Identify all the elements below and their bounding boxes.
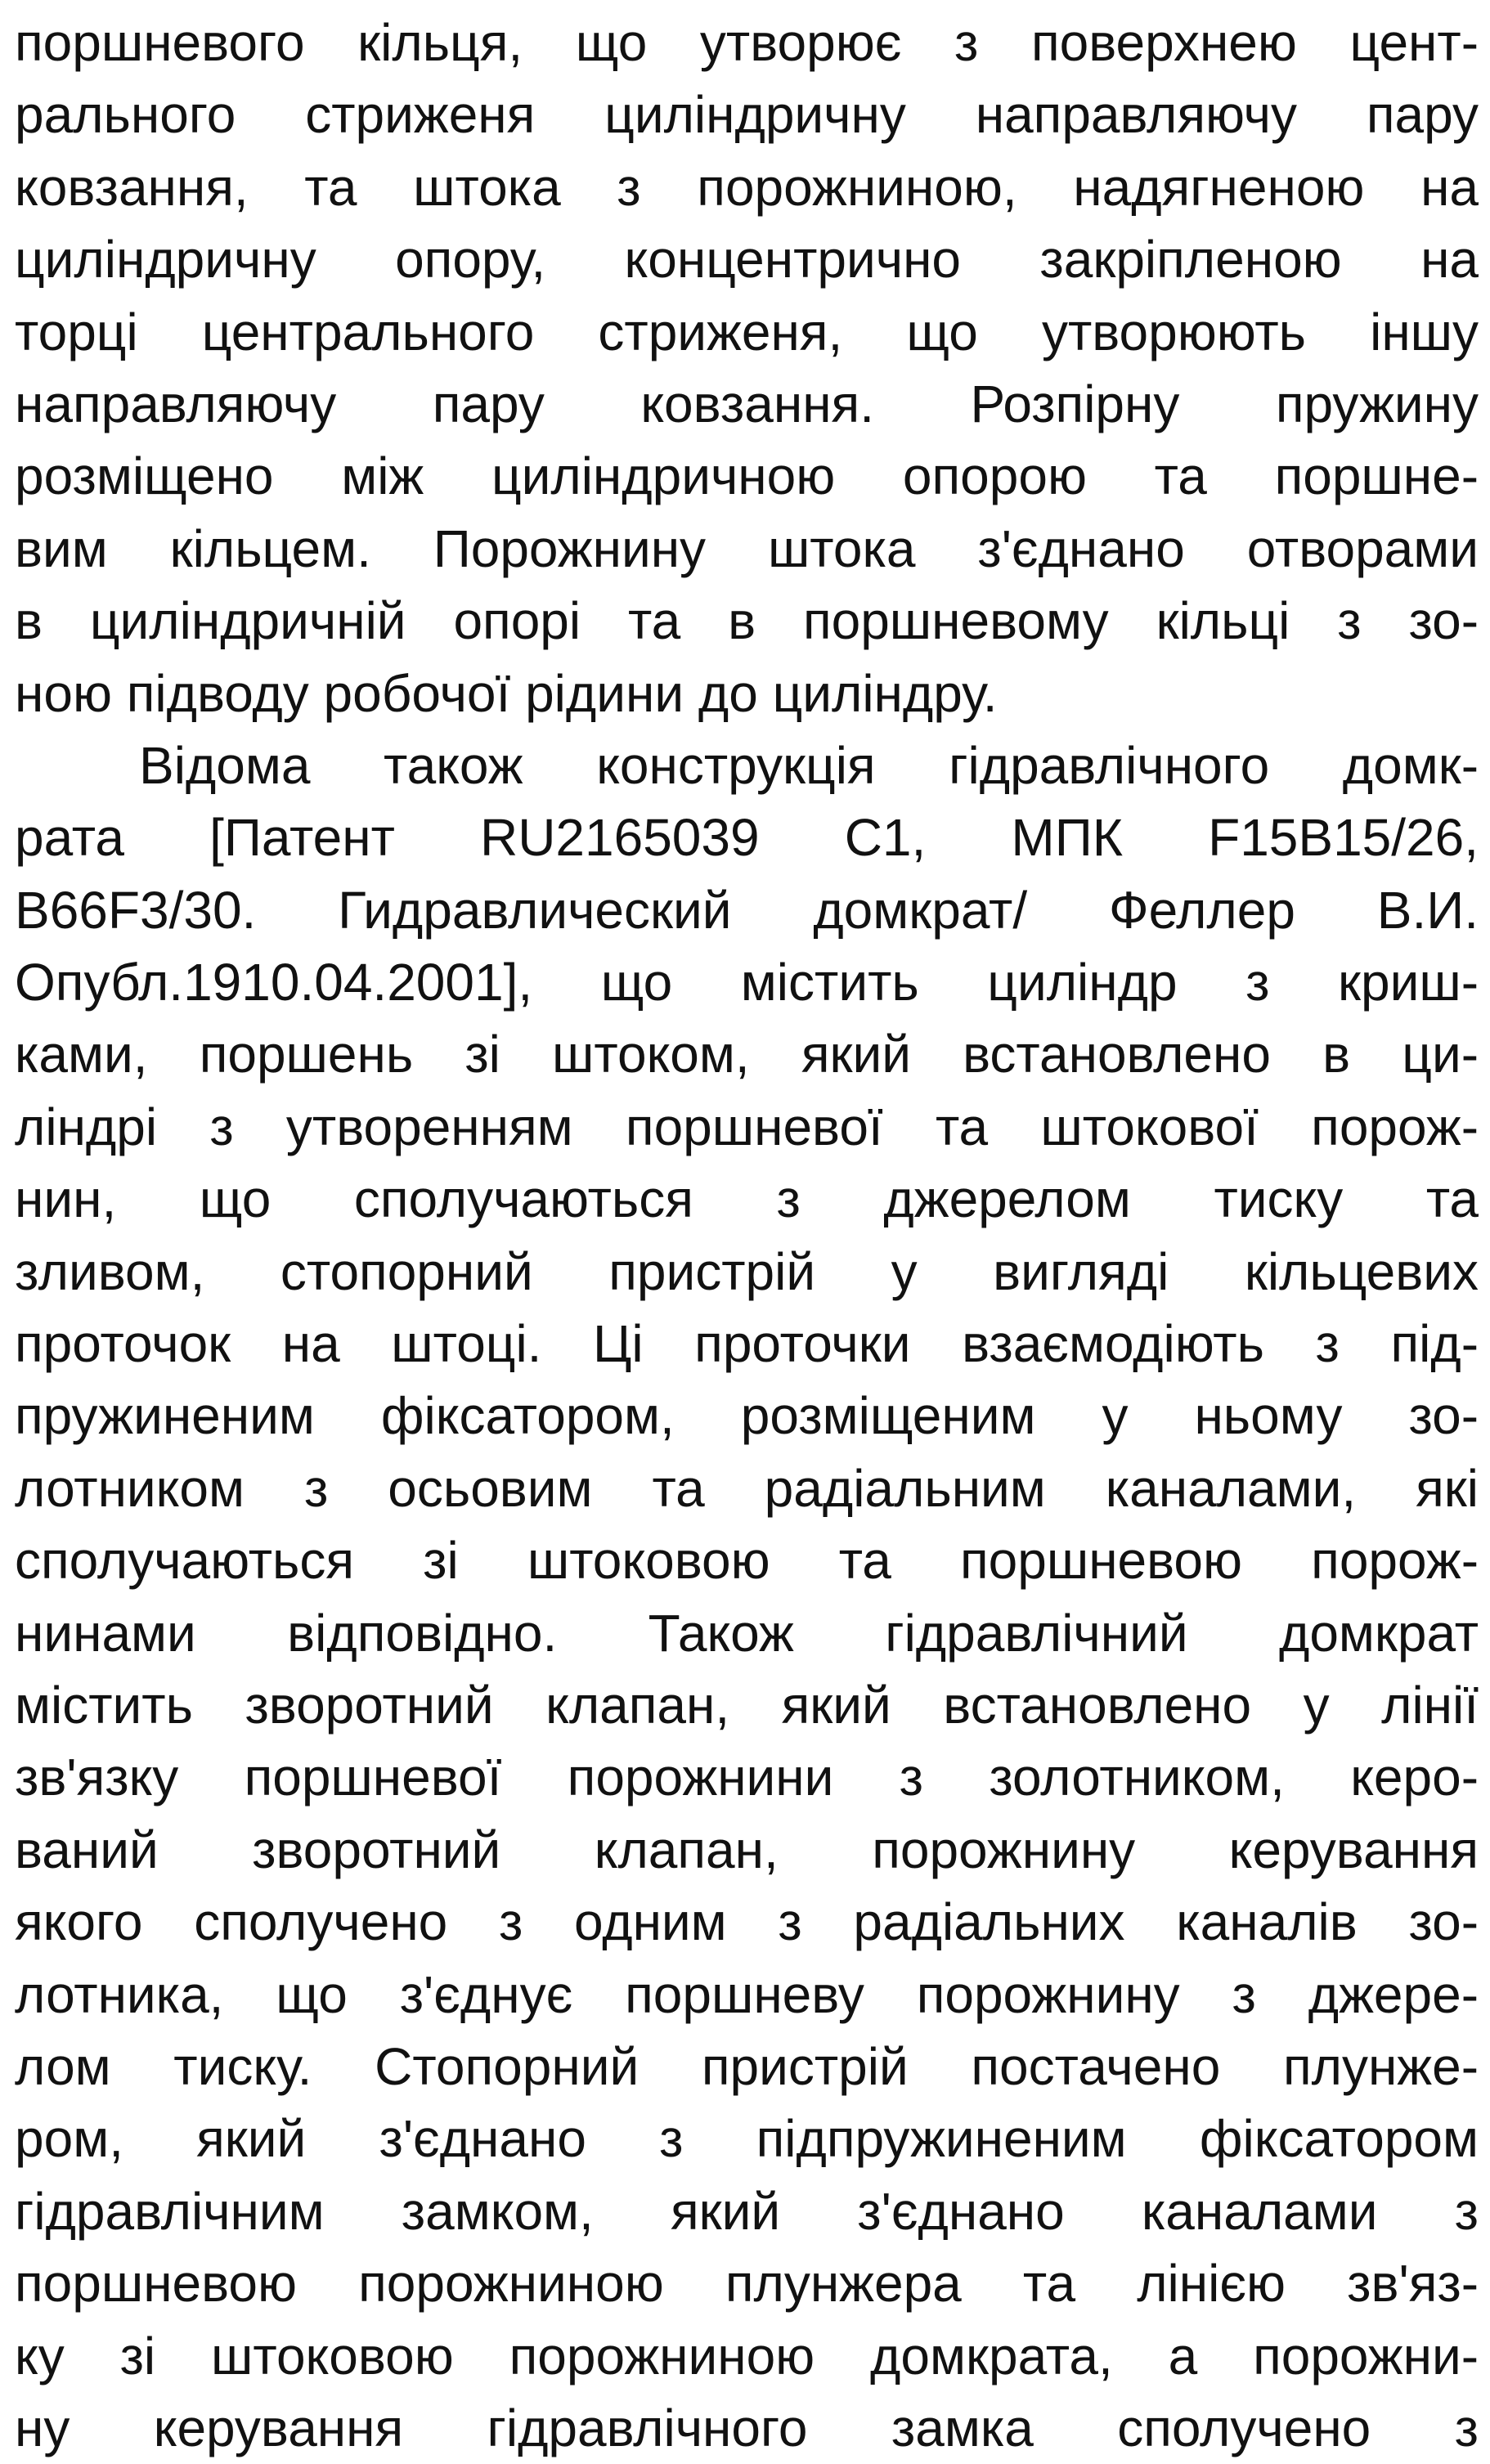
- text-line: лотником з осьовим та радіальним каналами, які: [15, 1458, 1479, 1518]
- text-line: ром, який з'єднано з підпружиненим фіксатором: [15, 2109, 1479, 2169]
- text-line: торці центрального стриженя, що утворюють іншу: [15, 302, 1479, 361]
- text-line: в циліндричній опорі та в поршневому кільці з зо-: [15, 591, 1479, 651]
- text-line: проточок на штоці. Ці проточки взаємодіють з під-: [15, 1314, 1479, 1374]
- document-page: [15, 7, 1479, 2464]
- text-line: рата [Патент RU2165039 С1, МПК F15B15/26,: [15, 808, 1479, 868]
- text-line: поршневою порожниною плунжера та лінією зв'яз-: [15, 2254, 1479, 2314]
- text-line: вим кільцем. Порожнину штока з'єднано отворами: [15, 518, 1479, 578]
- text-line: зливом, стопорний пристрій у вигляді кільцевих: [15, 1241, 1479, 1301]
- text-line: лом тиску. Стопорний пристрій постачено плунже-: [15, 2036, 1479, 2096]
- text-line: розміщено між циліндричною опорою та поршне-: [15, 447, 1479, 506]
- text-line: сполучаються зі штоковою та поршневою порож-: [15, 1531, 1479, 1591]
- paragraph-end-line: ною підводу робочої рідини до циліндру.: [15, 663, 998, 723]
- paragraph-start-line: Відома також конструкція гідравлічного домк-: [139, 735, 1479, 795]
- text-line: поршневого кільця, що утворює з поверхнею цент-: [15, 13, 1479, 72]
- text-line: пружиненим фіксатором, розміщеним у ньому зо-: [15, 1386, 1479, 1446]
- text-line: ваний зворотний клапан, порожнину керування: [15, 1820, 1479, 1879]
- text-line: ку зі штоковою порожниною домкрата, а порожни-: [15, 2326, 1479, 2385]
- text-line: лотника, що з'єднує поршневу порожнину з джере-: [15, 1964, 1479, 2024]
- text-line: якого сполучено з одним з радіальних каналів зо-: [15, 1892, 1479, 1952]
- text-line: ну керування гідравлічного замка сполучено з: [15, 2398, 1479, 2457]
- text-line: ліндрі з утворенням поршневої та штокової порож-: [15, 1097, 1479, 1156]
- text-line: рального стриженя циліндричну направляючу пару: [15, 85, 1479, 145]
- text-line: зв'язку поршневої порожнини з золотником, керо-: [15, 1748, 1479, 1807]
- text-line: містить зворотний клапан, який встановлено у лінії: [15, 1675, 1479, 1735]
- text-line: циліндричну опору, концентрично закріпленою на: [15, 230, 1479, 289]
- text-line: ками, поршень зі штоком, який встановлено в ци-: [15, 1025, 1479, 1084]
- text-line: нинами відповідно. Також гідравлічний домкрат: [15, 1603, 1479, 1663]
- text-line: нин, що сполучаються з джерелом тиску та: [15, 1169, 1479, 1229]
- text-line: направляючу пару ковзання. Розпірну пружину: [15, 374, 1479, 433]
- text-line: Опубл.1910.04.2001], що містить циліндр з криш-: [15, 953, 1479, 1012]
- text-line: гідравлічним замком, який з'єднано каналами з: [15, 2181, 1479, 2241]
- text-line: ковзання, та штока з порожниною, надягненою на: [15, 157, 1479, 217]
- text-line: В66F3/30. Гидравлический домкрат/ Феллер В.И.: [15, 880, 1479, 940]
